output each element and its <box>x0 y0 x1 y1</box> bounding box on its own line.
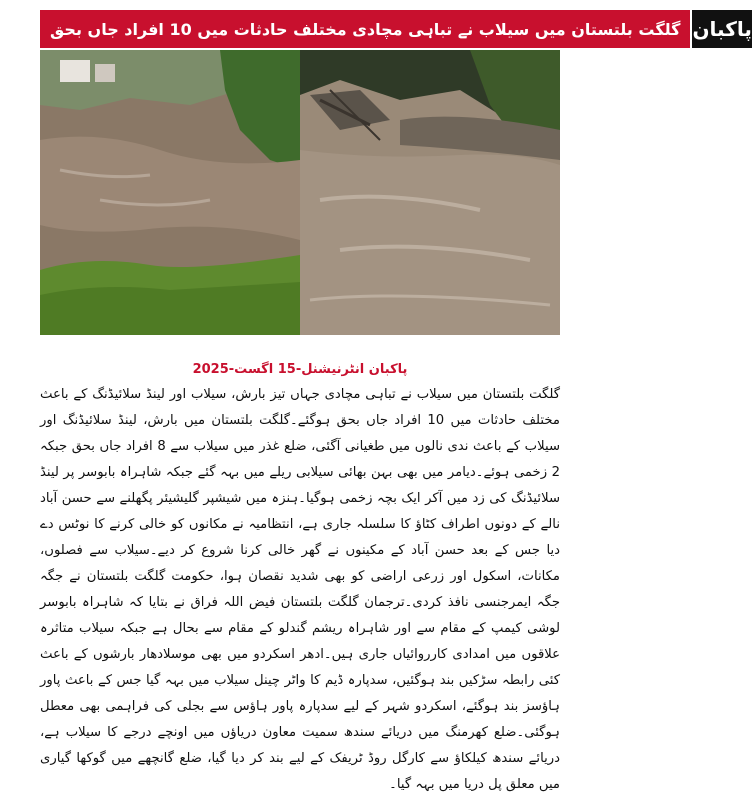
flood-photo-right <box>300 50 560 335</box>
headline-banner <box>40 10 752 48</box>
flood-photo-left <box>40 50 300 335</box>
headline-text: گلگت بلتستان میں سیلاب نے تباہی مچادی مختلف حادثات میں 10 افراد جاں بحق <box>40 10 690 48</box>
brand-logo: پاکبان <box>690 10 751 48</box>
dateline: پاکبان انٹرنیشنل-15 اگست-2025 <box>192 362 408 377</box>
article-body: گلگت بلتستان میں سیلاب نے تباہی مچادی جہاں تیز بارش، سیلاب اور لینڈ سلائیڈنگ کے باعث مختلف حادثات میں 10 افراد جاں بحق ہوگئے۔گلگت بلتستان میں بارش، لینڈ سلائیڈنگ اور سیلاب کے باعث ندی نالوں میں طغیانی آگئی، ضلع غذر میں سیلاب سے 8 افراد جاں بحق جبکہ 2 زخمی ہوئے۔دیامر میں بھی بہن بھائی سیلابی ریلے میں بہہ گئے جبکہ شاہراہ بابوسر پر لینڈ سلائیڈنگ کی زد میں آکر ایک بچہ زخمی ہوگیا۔ہنزہ میں شیشپر گلیشیئر پگھلنے سے حسن آباد نالے کے دونوں اطراف کٹاؤ کا سلسلہ جاری ہے، انتظامیہ نے مکانوں کو خالی کرنے کا نوٹس دے دیا جس کے بعد حسن آباد کے مکینوں نے گھر خالی کرنا شروع کر دیے۔سیلاب سے فصلوں، مکانات، اسکول اور زرعی اراضی کو بھی شدید نقصان ہوا، حکومت گلگت بلتستان نے جگہ جگہ ایمرجنسی نافذ کردی۔ترجمان گلگت بلتستان فیض اللہ فراق نے بتایا کہ شاہراہ بابوسر لوشی کیمپ کے مقام سے اور شاہراہ ریشم گندلو کے مقام سے بحال ہے جبکہ سیلاب متاثرہ علاقوں میں امدادی کارروائیاں جاری ہیں۔ادھر اسکردو میں بھی موسلادھار بارشوں کے باعث کئی رابطہ سڑکیں بند ہوگئیں، سدپارہ ڈیم کا واٹر چینل سیلاب میں بہہ گیا جس کے باعث پاور ہاؤسز بند ہوگئے، اسکردو شہر کے لیے سدپارہ پاور ہاؤس سے بجلی کی فراہمی بھی معطل ہوگئی۔ضلع کھرمنگ میں دریائے سندھ سمیت معاون دریاؤں میں اونچے درجے کا سیلاب ہے، دریائے سندھ کیلکاؤ سے کارگل روڈ ٹریفک کے لیے بند کر دیا گیا، ضلع گانچھے میں گوکھا گیاری میں معلق پل دریا میں بہہ گیا۔ <box>40 387 560 792</box>
